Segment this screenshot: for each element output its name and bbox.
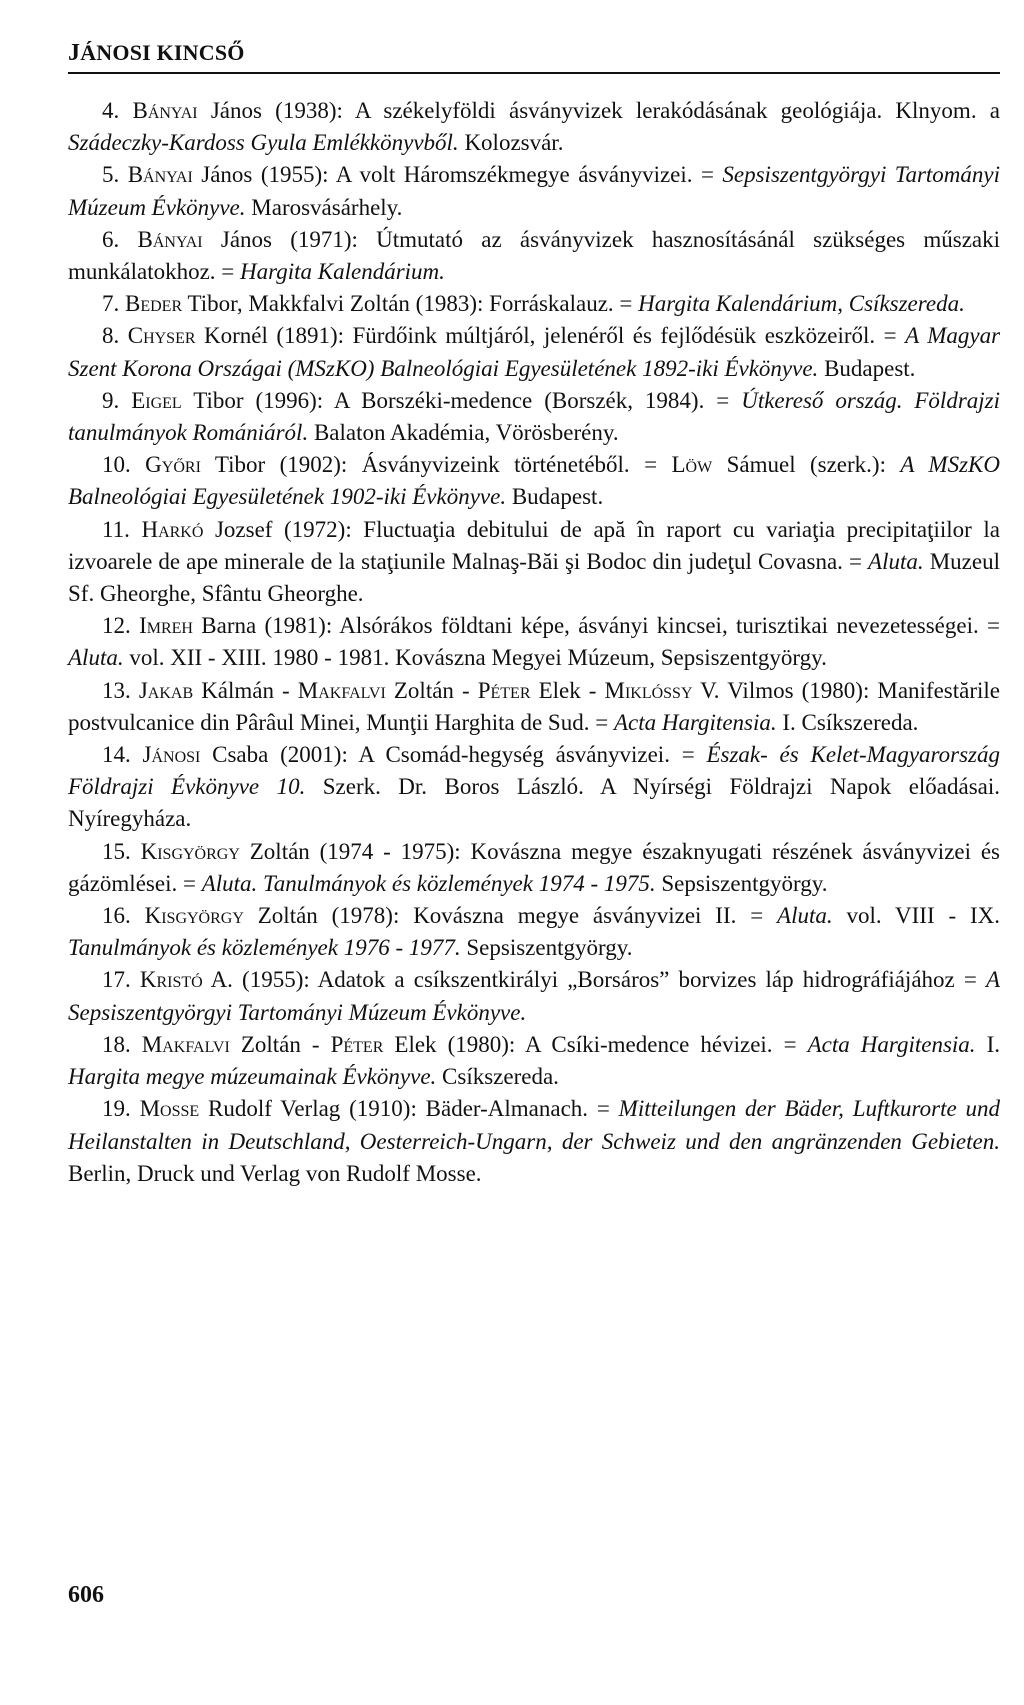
reference-text: Barna (1981): Alsórákos földtani képe, ásványi kincsei, turisztikai nevezetességei. = xyxy=(192,613,1001,639)
reference-text: Kálmán - xyxy=(193,677,298,703)
publication-title: Mitteilungen der Bäder, Luftkurorte und Heilanstalten in Deutschland, Oesterreich-Ungarn, der Schweiz und den angränzenden Gebieten. xyxy=(68,1096,1000,1154)
reference-text: Szerk. Dr. Boros László. A Nyírségi Földrajzi Napok előadásai. Nyíregyháza. xyxy=(68,774,1001,832)
reference-text: 6. xyxy=(102,226,138,252)
reference-text: 14. xyxy=(102,742,143,768)
reference-text: 13. xyxy=(102,677,139,703)
reference-text: Balaton Akadémia, Vörösberény. xyxy=(308,420,619,446)
publication-title: Aluta. xyxy=(68,645,124,671)
reference-text: Sepsiszentgyörgy. xyxy=(655,870,828,896)
reference-text: 9. xyxy=(102,387,132,413)
reference-item xyxy=(68,739,1000,836)
reference-text: Tibor (1996): A Borszéki-medence (Borszék, 1984). = xyxy=(181,387,742,413)
reference-text: János (1971): Útmutató az ásványvizek hasznosításánál szükséges műszaki munkálatokhoz. = xyxy=(68,226,1001,285)
author-name: Mosse xyxy=(139,1096,200,1122)
reference-text: 12. xyxy=(102,613,140,639)
header-rule xyxy=(68,72,1000,74)
reference-text: Csaba (2001): A Csomád-hegység ásványvizei. = xyxy=(200,742,707,768)
reference-text: 11. xyxy=(102,516,142,542)
reference-text: János (1938): A székelyföldi ásványvizek lerakódásának geológiája. Klnyom. a xyxy=(197,98,1000,123)
reference-item xyxy=(68,385,1000,449)
page-number: 606 xyxy=(68,1582,104,1608)
author-name: Kristó xyxy=(139,967,203,993)
author-name: Kisgyörgy xyxy=(140,838,240,864)
reference-item xyxy=(68,836,1000,900)
reference-text: Budapest. xyxy=(818,355,916,381)
reference-text: Zoltán (1974 - 1975): Kovászna megye északnyugati részének ásványvizei és gázömlései. = xyxy=(68,838,1001,896)
author-name: Eigel xyxy=(131,387,182,413)
author-name: Péter xyxy=(330,1031,384,1057)
author-name: Bányai xyxy=(132,98,198,123)
reference-item xyxy=(68,95,1000,159)
reference-text: vol. XII - XIII. 1980 - 1981. Kovászna Megyei Múzeum, Sepsiszentgyörgy. xyxy=(123,645,827,671)
reference-item xyxy=(68,514,1000,611)
publication-title: A MSzKO Balneológiai Egyesületének 1902-iki Évkönyve. xyxy=(68,452,1000,510)
reference-text: I. Csíkszereda. xyxy=(776,709,919,735)
running-head: JÁNOSI KINCSŐ xyxy=(68,40,245,66)
publication-title: Útkereső ország. Földrajzi tanulmányok Romániáról. xyxy=(68,387,1001,446)
reference-text: Elek - xyxy=(530,677,605,703)
reference-text: Jozsef (1972): Fluctuaţia debitului de apă în raport cu variaţia precipitaţiilor la izvoarele de ape minerale de la staţiunile Malnaş-Băi şi Bodoc din judeţul Covasna. = xyxy=(68,516,1000,574)
publication-title: Aluta. Tanulmányok és közlemények 1974 - 1975. xyxy=(201,870,656,896)
reference-text: Kornél (1891): Fürdőink múltjáról, jelenéről és fejlődésük eszközeiről. = xyxy=(195,323,906,349)
reference-text: 5. xyxy=(102,162,128,188)
reference-text: 16. xyxy=(102,903,145,929)
reference-text: Berlin, Druck und Verlag von Rudolf Mosse. xyxy=(68,1160,482,1186)
reference-text: Marosvásárhely. xyxy=(245,194,403,220)
reference-item xyxy=(68,1029,1000,1093)
reference-item xyxy=(68,610,1000,674)
reference-text: 19. xyxy=(102,1096,140,1122)
reference-list xyxy=(68,95,1000,1190)
publication-title: Tanulmányok és közlemények 1976 - 1977. xyxy=(68,935,461,961)
reference-item xyxy=(68,900,1000,964)
reference-text: 8. xyxy=(102,323,128,349)
author-name: Makfalvi xyxy=(297,677,386,703)
reference-text: V. Vilmos (1980): Manifestările postvulcanice din Pârâul Minei, Munţii Harghita de Sud. = xyxy=(68,677,1001,735)
publication-title: Acta Hargitensia. xyxy=(807,1031,976,1057)
reference-text: Zoltán (1978): Kovászna megye ásványvizei II. = xyxy=(243,903,778,929)
author-name: Bányai xyxy=(127,162,193,188)
author-name: Kisgyörgy xyxy=(144,903,244,929)
author-name: Imreh xyxy=(139,613,193,639)
publication-title: Sepsiszentgyörgyi Tartományi Múzeum Évkönyve. xyxy=(68,162,1001,220)
author-name: Péter xyxy=(477,677,531,703)
publication-title: Aluta. xyxy=(777,903,833,929)
author-name: Makfalvi xyxy=(141,1031,230,1057)
publication-title: Aluta. xyxy=(868,548,924,574)
reference-text: Tibor (1902): Ásványvizeink történetéből. = xyxy=(200,452,672,478)
reference-item xyxy=(68,159,1000,223)
reference-text: Zoltán - xyxy=(229,1031,331,1057)
reference-item xyxy=(68,449,1000,513)
reference-text: 4. xyxy=(102,98,133,123)
reference-text: Elek (1980): A Csíki-medence hévizei. = xyxy=(383,1031,808,1057)
author-name: Löw xyxy=(671,452,713,478)
reference-text: 7. xyxy=(102,291,125,317)
author-name: Jakab xyxy=(138,677,194,703)
publication-title: Acta Hargitensia. xyxy=(613,709,777,735)
author-name: Chyser xyxy=(127,323,196,349)
author-name: Jánosi xyxy=(142,742,201,768)
reference-text: I. xyxy=(975,1031,1000,1057)
reference-text: Csíkszereda. xyxy=(436,1064,559,1090)
publication-title: Hargita Kalendárium, Csíkszereda. xyxy=(638,291,965,317)
author-name: Győri xyxy=(145,452,201,478)
reference-text: János (1955): A volt Háromszékmegye ásványvizei. = xyxy=(192,162,723,188)
reference-text: 10. xyxy=(102,452,146,478)
reference-text: Budapest. xyxy=(506,484,604,510)
reference-text: A. (1955): Adatok a csíkszentkirályi „Borsáros” borvizes láp hidrográfiájához = xyxy=(202,967,986,993)
author-name: Harkó xyxy=(141,516,204,542)
reference-item xyxy=(68,1093,1000,1190)
reference-item xyxy=(68,675,1000,739)
author-name: Bányai xyxy=(137,226,203,252)
reference-text: Sámuel (szerk.): xyxy=(712,452,901,478)
reference-item xyxy=(68,288,1000,320)
publication-title: A Magyar Szent Korona Országai (MSzKO) Balneológiai Egyesületének 1892-iki Évkönyve. xyxy=(68,323,1001,381)
publication-title: Hargita megye múzeumainak Évkönyve. xyxy=(68,1064,437,1090)
reference-text: Rudolf Verlag (1910): Bäder-Almanach. = xyxy=(199,1096,619,1122)
reference-text: Zoltán - xyxy=(385,677,478,703)
publication-title: Szádeczky-Kardoss Gyula Emlékkönyvből. xyxy=(68,130,459,156)
publication-title: A Sepsiszentgyörgyi Tartományi Múzeum Évkönyve. xyxy=(68,967,1001,1025)
author-name: Miklóssy xyxy=(604,677,693,703)
reference-text: 17. xyxy=(102,967,140,993)
reference-text: Muzeul Sf. Gheorghe, Sfântu Gheorghe. xyxy=(68,548,1000,607)
author-name: Beder xyxy=(125,291,183,317)
reference-item xyxy=(68,964,1000,1028)
reference-item xyxy=(68,320,1000,384)
reference-text: 18. xyxy=(102,1031,142,1057)
publication-title: Hargita Kalendárium. xyxy=(240,259,445,285)
reference-text: Sepsiszentgyörgy. xyxy=(460,935,633,961)
reference-text: vol. VIII - IX. xyxy=(832,903,1000,929)
reference-text: 15. xyxy=(102,838,141,864)
publication-title: Észak- és Kelet-Magyarország Földrajzi Évkönyve 10. xyxy=(68,742,1001,800)
reference-text: Kolozsvár. xyxy=(458,130,564,156)
reference-text: Tibor, Makkfalvi Zoltán (1983): Forráskalauz. = xyxy=(182,291,639,317)
reference-item xyxy=(68,224,1000,288)
